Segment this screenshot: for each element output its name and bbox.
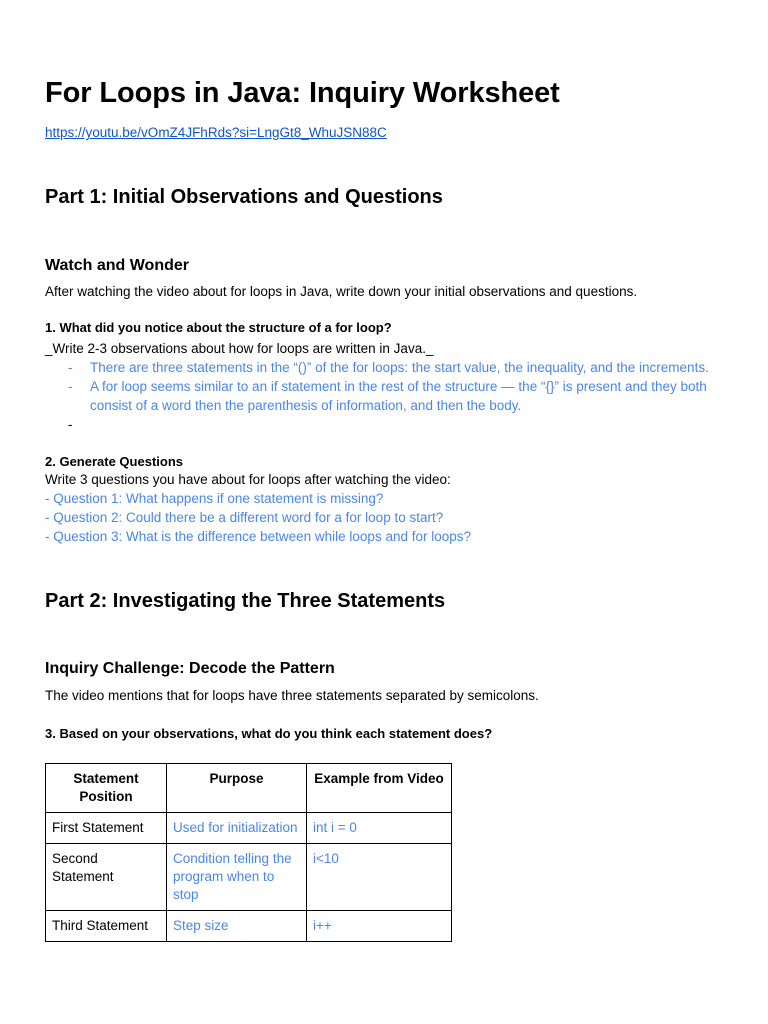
table-cell-example: i<10	[307, 844, 452, 911]
table-cell-example: i++	[307, 911, 452, 942]
observation-2: A for loop seems similar to an if statement in the rest of the structure — the “{}” is present and they both consist of a word then the parenthesis of information, and then the body.	[90, 379, 707, 413]
page-title: For Loops in Java: Inquiry Worksheet	[45, 77, 560, 109]
question-1-prompt: _Write 2-3 observations about how for loops are written in Java._	[45, 341, 434, 356]
question-1-label: 1. What did you notice about the structure of a for loop?	[45, 320, 392, 335]
part2-intro: The video mentions that for loops have three statements separated by semicolons.	[45, 688, 539, 703]
part2-heading: Part 2: Investigating the Three Statements	[45, 590, 446, 612]
part2-subheading: Inquiry Challenge: Decode the Pattern	[45, 660, 335, 677]
table-cell-position: Second Statement	[46, 844, 167, 911]
column-header-purpose: Purpose	[167, 764, 307, 813]
question-3-label: 3. Based on your observations, what do you think each statement does?	[45, 726, 493, 741]
observation-1: There are three statements in the “()” of the for loops: the start value, the inequality, and the increments.	[90, 360, 709, 375]
question-2-label: 2. Generate Questions	[45, 454, 183, 469]
table-row	[46, 911, 452, 942]
generated-question-3: - Question 3: What is the difference between while loops and for loops?	[45, 529, 472, 544]
question-2-prompt: Write 3 questions you have about for loops after watching the video:	[45, 472, 451, 487]
table-cell-example: int i = 0	[307, 813, 452, 844]
table-cell-position: First Statement	[46, 813, 167, 844]
table-cell-purpose: Condition telling the program when to stop	[167, 844, 307, 911]
column-header-position: Statement Position	[46, 764, 167, 813]
table-cell-purpose: Step size	[167, 911, 307, 942]
video-link[interactable]: https://youtu.be/vOmZ4JFhRds?si=LngGt8_WhuJSN88C	[45, 125, 387, 140]
table-cell-position: Third Statement	[46, 911, 167, 942]
part1-intro: After watching the video about for loops in Java, write down your initial observations and questions.	[45, 284, 638, 299]
table-row	[46, 813, 452, 844]
table-row	[46, 844, 452, 911]
statements-table	[45, 763, 452, 942]
bullet-dash: -	[68, 379, 73, 394]
column-header-example: Example from Video	[307, 764, 452, 813]
bullet-dash: -	[68, 360, 73, 375]
table-header-row	[46, 764, 452, 813]
generated-question-2: - Question 2: Could there be a different word for a for loop to start?	[45, 510, 444, 525]
part1-subheading: Watch and Wonder	[45, 257, 189, 274]
table-cell-purpose: Used for initialization	[167, 813, 307, 844]
part1-heading: Part 1: Initial Observations and Questions	[45, 186, 443, 208]
generated-question-1: - Question 1: What happens if one statement is missing?	[45, 491, 384, 506]
bullet-dash: -	[68, 417, 73, 432]
